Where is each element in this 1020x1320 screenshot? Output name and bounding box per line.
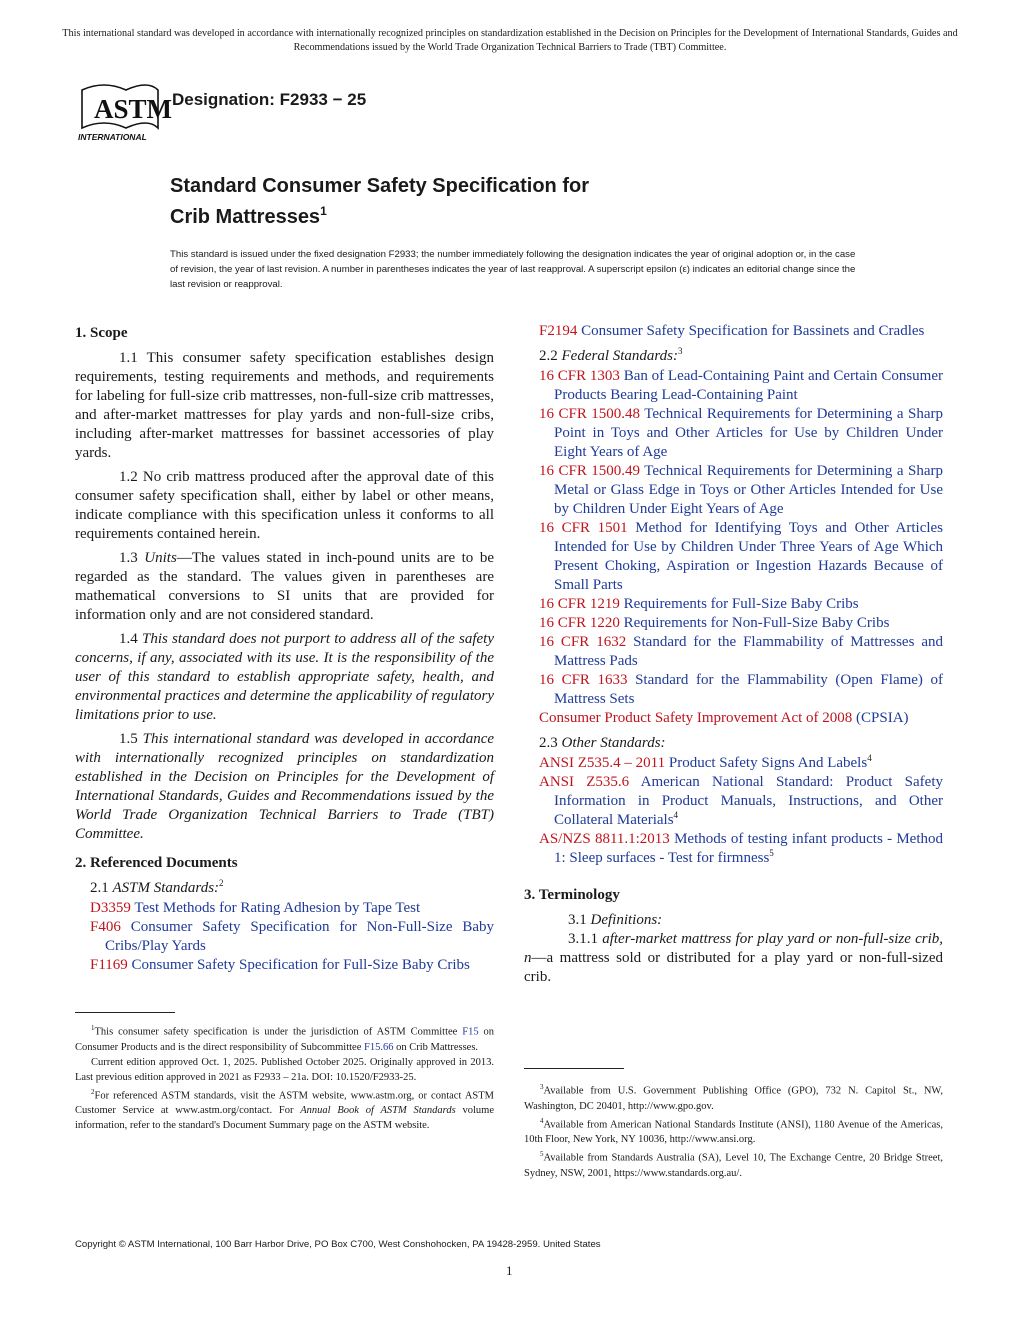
- ref-16cfr-1501[interactable]: 16 CFR 1501 Method for Identifying Toys and Other Articles Intended for Use by Children Under Three Years of Age Which Present Choking, Aspiration or Ingestion Hazards Because of Small Parts: [539, 520, 944, 593]
- ref-astm-f1169[interactable]: F1169 Consumer Safety Specification for Full-Size Baby Cribs: [90, 957, 470, 973]
- para-3-1-1: 3.1.1 after-market mattress for play yard or non-full-size crib, n—a mattress sold or distributed for a play yard or non-full-sized crib.: [524, 931, 943, 985]
- astm-logo: [74, 78, 173, 142]
- footnote-divider-right: [524, 1068, 624, 1069]
- footnote-2: $^2$For referenced ASTM standards, visit the ASTM website, www.astm.org, or contact ASTM Customer Service at www.astm.org/contact. For Annual Book of ASTM Standards volume information, refer to the standard's Document Summary page on the ASTM website.: [75, 1087, 494, 1131]
- title-line-2: Crib Mattresses$^1$: [170, 204, 327, 228]
- page-number: 1: [506, 1263, 513, 1278]
- link-f15[interactable]: F15: [462, 1026, 479, 1038]
- copyright: Copyright © ASTM International, 100 Barr Harbor Drive, PO Box C700, West Conshohocken, PA 19428-2959. United States: [75, 1239, 601, 1250]
- para-1-2: 1.2 No crib mattress produced after the approval date of this consumer safety specification shall, either by label or other means, indicate compliance with this specification unless it conforms to all requirements contained herein.: [75, 469, 494, 542]
- footnote-3: $^3$Available from U.S. Government Publishing Office (GPO), 732 N. Capitol St., NW, Washington, DC 20401, http://www.gpo.gov.: [524, 1083, 943, 1112]
- title-line-1: Standard Consumer Safety Specification for: [170, 175, 589, 197]
- astm-logo-text: ASTM: [94, 94, 173, 124]
- right-column: [524, 322, 943, 992]
- ref-16cfr-1303[interactable]: 16 CFR 1303 Ban of Lead-Containing Paint and Certain Consumer Products Bearing Lead-Containing Paint: [539, 368, 943, 403]
- footnote-divider-left: [75, 1012, 175, 1013]
- other-standards-label: 2.3 Other Standards:: [539, 735, 666, 751]
- link-f15-66[interactable]: F15.66: [364, 1041, 394, 1053]
- issued-note: This standard is issued under the fixed designation F2933; the number immediately following the designation indicates the year of original adoption or, in the case of revision, the year of last revision. A number in parentheses indicates the year of last reapproval. A superscript epsilon (ε) indicates an editorial change since the last revision or reapproval.: [170, 249, 856, 290]
- ref-astm-f406[interactable]: F406 Consumer Safety Specification for Non-Full-Size Baby Cribs/Play Yards: [90, 919, 494, 954]
- ref-16cfr-1500-49[interactable]: 16 CFR 1500.49 Technical Requirements for Determining a Sharp Metal or Glass Edge in Toys or Other Articles Intended for Use by Children Under Eight Years of Age: [539, 463, 944, 517]
- ref-16cfr-1220[interactable]: 16 CFR 1220 Requirements for Non-Full-Size Baby Cribs: [539, 615, 890, 631]
- footnote-1: $^1$This consumer safety specification is under the jurisdiction of ASTM Committee F15 on Consumer Products and is the direct responsibility of Subcommittee F15.66 on Crib Mattresses.: [75, 1024, 494, 1053]
- designation: Designation: F2933 − 25: [172, 90, 367, 109]
- para-1-3: 1.3 Units—The values stated in inch-pound units are to be regarded as the standard. The values given in parentheses are mathematical conversions to SI units that are provided for information only and are not considered standard.: [75, 550, 495, 623]
- scope-heading: 1. Scope: [75, 325, 128, 341]
- refdocs-heading: 2. Referenced Documents: [75, 855, 238, 871]
- terminology-heading: 3. Terminology: [524, 887, 620, 903]
- footnotes-right: [524, 1080, 943, 1181]
- ref-16cfr-1632[interactable]: 16 CFR 1632 Standard for the Flammability of Mattresses and Mattress Pads: [539, 634, 944, 669]
- document-title: [170, 174, 589, 230]
- astm-standards-label: 2.1 ASTM Standards:$^2$: [90, 878, 224, 896]
- astm-logo-subtext: INTERNATIONAL: [78, 132, 147, 142]
- footnotes-left: [75, 1021, 494, 1133]
- ref-ansi-z535-4[interactable]: ANSI Z535.4 – 2011 Product Safety Signs And Labels$^4$: [539, 753, 872, 771]
- ref-ansi-z535-6[interactable]: ANSI Z535.6 American National Standard: Product Safety Information in Product Manuals, Instructions, and Other Collateral Materials$^4$: [539, 774, 943, 828]
- title-footnote-marker[interactable]: 1: [320, 204, 327, 218]
- ref-as-nzs-8811[interactable]: AS/NZS 8811.1:2013 Methods of testing infant products - Method 1: Sleep surfaces - Test for firmness$^5$: [539, 831, 944, 866]
- federal-standards-label: 2.2 Federal Standards:$^3$: [539, 346, 683, 364]
- footnote-1-edition: Current edition approved Oct. 1, 2025. Published October 2025. Originally approved in 2013. Last previous edition approved in 2021 as F2933 – 21a. DOI: 10.1520/F2933-25.: [75, 1056, 494, 1083]
- ref-astm-f2194[interactable]: F2194 Consumer Safety Specification for Bassinets and Cradles: [539, 323, 925, 339]
- para-1-4: 1.4 This standard does not purport to address all of the safety concerns, if any, associated with its use. It is the responsibility of the user of this standard to establish appropriate safety, health, and environmental practices and determine the applicability of regulatory limitations prior to use.: [75, 631, 495, 723]
- para-1-5: 1.5 This international standard was developed in accordance with internationally recognized principles on standardization established in the Decision on Principles for the Development of International Standards, Guides and Recommendations issued by the World Trade Organization Technical Barriers to Trade (TBT) Committee.: [75, 731, 495, 842]
- ref-16cfr-1500-48[interactable]: 16 CFR 1500.48 Technical Requirements for Determining a Sharp Point in Toys and Other Articles for Use by Children Under Eight Years of Age: [539, 406, 944, 460]
- para-3-1: 3.1 Definitions:: [568, 912, 663, 928]
- ref-astm-d3359[interactable]: D3359 Test Methods for Rating Adhesion by Tape Test: [90, 900, 421, 916]
- para-1-1: 1.1 This consumer safety specification establishes design requirements, testing requirements and methods, and requirements for labeling for full-size crib mattresses, non-full-size crib mattresses, and after-market mattresses for play yards and non-full-size cribs, including after-market mattresses for bassinet accessories of play yards.: [75, 350, 494, 461]
- footnote-5: $^5$Available from Standards Australia (SA), Level 10, The Exchange Centre, 20 Bridge Street, Sydney, NSW, 2001, https://www.standards.org.au/.: [524, 1150, 943, 1179]
- tbt-notice: This international standard was developed in accordance with internationally recognized principles on standardization established in the Decision on Principles for the Development of International Standards, Guides and Recommendations issued by the World Trade Organization Technical Barriers to Trade (TBT) Committee.: [62, 28, 958, 53]
- left-column: [75, 322, 494, 975]
- ref-16cfr-1633[interactable]: 16 CFR 1633 Standard for the Flammability (Open Flame) of Mattress Sets: [539, 672, 943, 707]
- ref-16cfr-1219[interactable]: 16 CFR 1219 Requirements for Full-Size Baby Cribs: [539, 596, 859, 612]
- ref-cpsia[interactable]: Consumer Product Safety Improvement Act of 2008 (CPSIA): [539, 710, 909, 726]
- footnote-4: $^4$Available from American National Standards Institute (ANSI), 1180 Avenue of the Americas, 10th Floor, New York, NY 10036, http://www.ansi.org.: [524, 1116, 943, 1145]
